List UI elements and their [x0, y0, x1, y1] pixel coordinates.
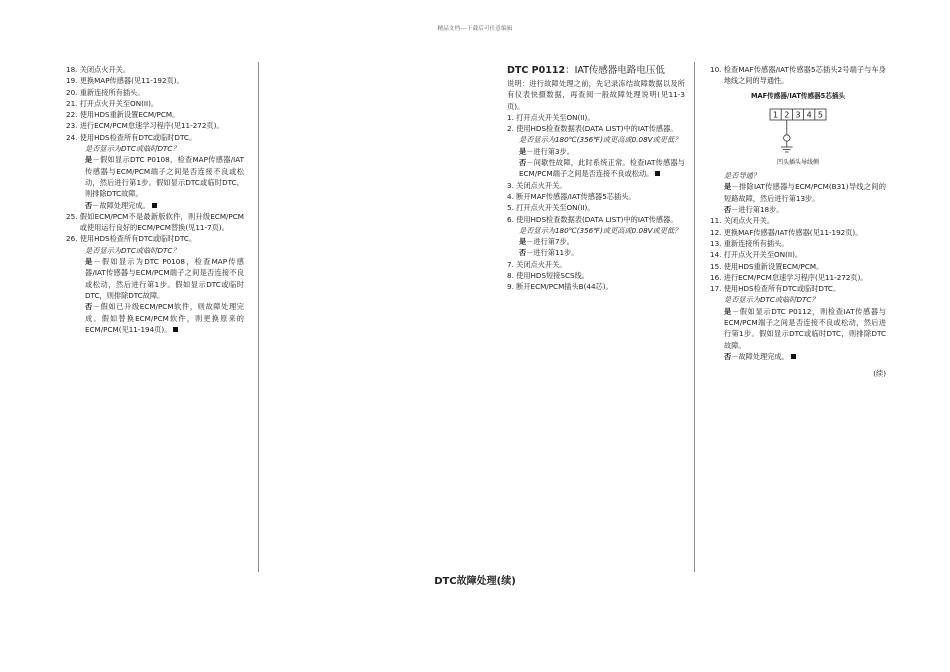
step-22: 22. 使用HDS重新设置ECM/PCM。: [66, 110, 180, 120]
step-26-yes: 是－假如显示为DTC P0108，检查MAP传感器/IAT传感器与ECM/PCM端子之间是否连接不良或松动，然后进行第1步。假如显示DTC或临时DTC，则排除DTC故障。: [85, 257, 244, 300]
step-7: 7. 关闭点火开关。: [507, 259, 567, 269]
connector-pin-label: 2: [784, 110, 790, 120]
step-24-no: 否－故障处理完成。: [66, 200, 244, 211]
step-17: 17. 使用HDS检查所有DTC或临时DTC。: [710, 284, 841, 294]
step-11: 11. 关闭点火开关。: [710, 216, 775, 226]
step-24: 24. 使用HDS检查所有DTC或临时DTC。: [66, 132, 197, 142]
connector-pin-label: 3: [795, 110, 801, 120]
step-24-yes: 是－假如显示DTC P0108，检查MAP传感器/IAT传感器与ECM/PCM端子之间是否连接不良或松动，然后进行第1步。假如显示DTC或临时DTC，则排除DTC故障。: [85, 155, 244, 199]
connector-diagram-caption: 凹头插头导线侧: [776, 158, 819, 166]
step-26-no: 否－假如已升级ECM/PCM软件，则故障处理完成。假如替换ECM/PCM软件，则更换原来的ECM/PCM(见11-194页)。: [85, 302, 244, 334]
section-intro: 说明：进行故障处理之前，先记录冻结故障数据以及所有仪表快摄数据，再查阅一般故障处理说明(见11-3页)。: [507, 79, 685, 111]
step-16: 16. 进行ECM/PCM怠速学习程序(见11-272页)。: [710, 272, 868, 282]
step-6-yes: 是－进行第7步。: [519, 237, 574, 247]
step-26-question: 是否显示为DTC或临时DTC？: [85, 245, 180, 255]
step-6-question: 是否显示为180℃(356℉)或更高或0.08V或更低？: [519, 225, 682, 235]
step-3: 3. 关闭点火开关。: [507, 180, 567, 190]
connector-pin-label: 4: [806, 110, 812, 120]
step-12: 12. 更换MAF传感器/IAT传感器(见11-192页)。: [710, 227, 863, 237]
page-footer-title: DTC故障处理(续): [434, 576, 516, 587]
column-divider-right: [694, 62, 695, 572]
connector-diagram: [758, 105, 838, 157]
step-18: 18. 关闭点火开关。: [66, 65, 131, 74]
step-26: 26. 使用HDS检查所有DTC或临时DTC。: [66, 234, 197, 244]
column-divider-left: [258, 62, 259, 572]
step-2-no: 否－间歇性故障，此时系统正常。检查IAT传感器与ECM/PCM端子之间是否连接不良或松动。: [519, 158, 685, 179]
end-square-icon: [791, 354, 796, 359]
column-left: [66, 64, 244, 335]
probe-icon: [784, 135, 790, 141]
end-square-icon: [655, 171, 660, 176]
connector-diagram-title: MAF传感器/IAT传感器5芯插头: [750, 91, 846, 100]
step-2: 2. 使用HDS检查数据表(DATA LIST)中的IAT传感器。: [507, 124, 678, 134]
step-1: 1. 打开点火开关至ON(II)。: [507, 112, 595, 122]
step-6: 6. 使用HDS检查数据表(DATA LIST)中的IAT传感器。: [507, 214, 678, 224]
step-13: 13. 重新连接所有插头。: [710, 238, 789, 248]
step-4: 4. 断开MAF传感器/IAT传感器5芯插头。: [507, 191, 636, 201]
step-24-question: 是否显示为DTC或临时DTC？: [85, 144, 180, 154]
step-2-question: 是否显示为180℃(356℉)或更高或0.08V或更低？: [519, 135, 682, 145]
step-8: 8. 使用HDS短接SCS线。: [507, 271, 589, 281]
step-17-no: 否－故障处理完成。: [710, 351, 886, 362]
end-square-icon: [173, 327, 178, 332]
column-right: [710, 64, 886, 380]
step-17-yes: 是－假如显示DTC P0112，则检查IAT传感器与ECM/PCM端子之间是否连接不良或松动，然后进行第1步。假如显示DTC或临时DTC，则排除DTC故障。: [724, 306, 886, 350]
step-10: 10. 检查MAF传感器/IAT传感器5芯插头2号端子与车身地线之间的导通性。: [710, 65, 886, 86]
step-19: 19. 更换MAP传感器(见11-192页)。: [66, 76, 184, 86]
step-17-question: 是否显示为DTC或临时DTC？: [724, 295, 819, 305]
column-middle: [507, 64, 685, 293]
step-5: 5. 打开点火开关至ON(II)。: [507, 203, 595, 213]
step-10-yes: 是－排除IAT传感器与ECM/PCM(B31)导线之间的短路故障，然后进行第13步。: [724, 182, 886, 203]
step-14: 14. 打开点火开关至ON(II)。: [710, 250, 803, 260]
page-watermark: 精品文档---下载后可任意编辑: [437, 26, 513, 32]
step-9: 9. 断开ECM/PCM插头B(44芯)。: [507, 282, 613, 292]
step-25: 25. 假如ECM/PCM不是最新版软件，则升级ECM/PCM或使用运行良好的ECM/PCM替换(见11-7页)。: [66, 211, 244, 233]
step-15: 15. 使用HDS重新设置ECM/PCM。: [710, 261, 824, 271]
step-23: 23. 进行ECM/PCM怠速学习程序(见11-272页)。: [66, 121, 224, 131]
step-20: 20. 重新连接所有插头。: [66, 87, 145, 97]
continued-label: (续): [873, 369, 886, 379]
step-10-question: 是否导通？: [724, 171, 760, 181]
step-2-yes: 是－进行第3步。: [519, 146, 574, 156]
step-21: 21. 打开点火开关至ON(II)。: [66, 98, 159, 108]
step-6-no: 否－进行第11步。: [519, 248, 579, 258]
section-title: DTC P0112：IAT传感器电路电压低: [507, 65, 665, 76]
end-square-icon: [152, 203, 157, 208]
connector-pin-label: 5: [817, 110, 823, 120]
step-10-no: 否－进行第18步。: [724, 205, 784, 215]
connector-pin-label: 1: [773, 110, 779, 120]
